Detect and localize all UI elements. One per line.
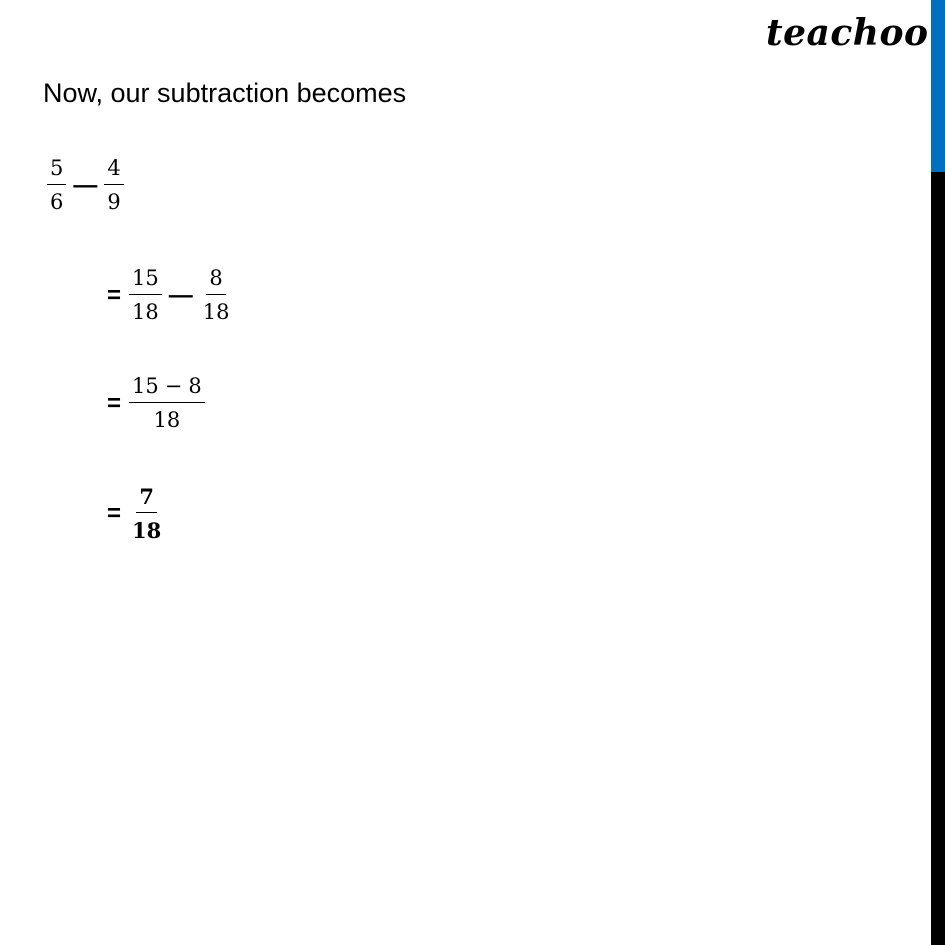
fraction-denominator: 9 xyxy=(107,190,121,214)
equals-sign: = xyxy=(107,281,122,309)
teachoo-logo: teachoo xyxy=(766,12,929,54)
fraction-denominator: 18 xyxy=(132,518,162,543)
expression-line-2 xyxy=(107,268,232,323)
numerator-term-a: 15 xyxy=(132,374,159,398)
fraction-five-sixths xyxy=(47,158,66,213)
fraction-numerator xyxy=(129,376,205,403)
side-bar-accent xyxy=(931,0,945,172)
fraction-numerator: 4 xyxy=(104,158,123,185)
minus-operator: — xyxy=(168,281,193,309)
minus-operator: — xyxy=(73,171,98,199)
fraction-numerator: 8 xyxy=(206,268,225,295)
fraction-difference xyxy=(129,376,205,431)
equals-sign: = xyxy=(107,389,122,417)
minus-operator: − xyxy=(164,374,183,398)
fraction-numerator: 5 xyxy=(47,158,66,185)
fraction-denominator: 18 xyxy=(202,300,230,324)
fraction-numerator: 7 xyxy=(136,486,157,513)
numerator-term-b: 8 xyxy=(188,374,202,398)
fraction-numerator: 15 xyxy=(129,268,162,295)
fraction-denominator: 18 xyxy=(153,408,181,432)
expression-line-1 xyxy=(47,158,124,213)
equals-sign: = xyxy=(107,499,122,527)
fraction-eight-eighteenths xyxy=(200,268,233,323)
fraction-fifteen-eighteenths xyxy=(129,268,162,323)
expression-line-4-result xyxy=(107,486,164,541)
fraction-denominator: 18 xyxy=(132,300,159,324)
side-bar xyxy=(931,0,945,945)
fraction-four-ninths xyxy=(104,158,123,213)
fraction-denominator: 6 xyxy=(50,190,64,214)
heading-text: Now, our subtraction becomes xyxy=(43,78,407,108)
expression-line-3 xyxy=(107,376,205,431)
fraction-result xyxy=(129,486,164,541)
